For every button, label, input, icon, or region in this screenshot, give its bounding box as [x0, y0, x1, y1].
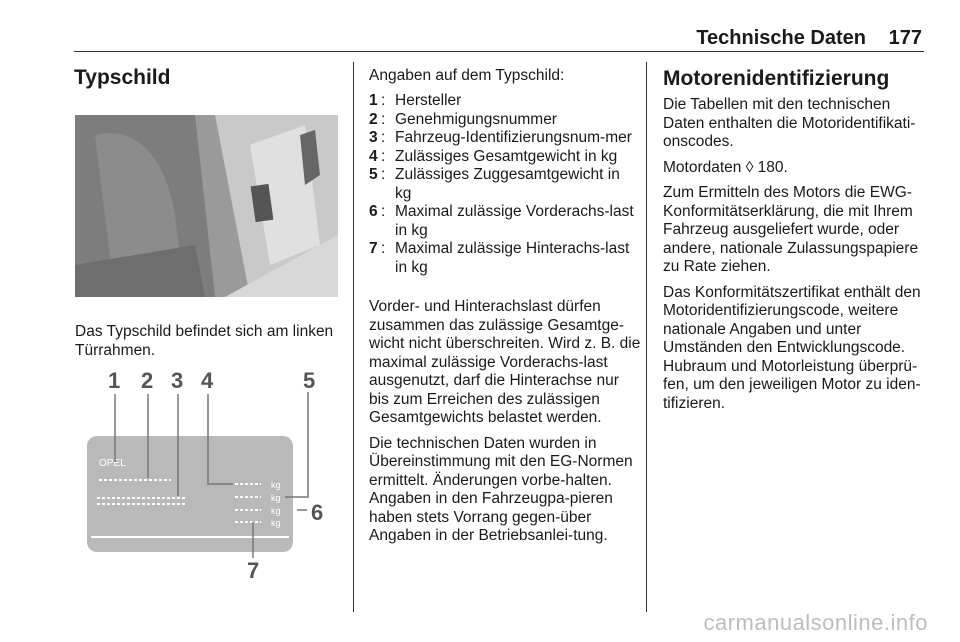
- header-divider: [74, 51, 924, 52]
- legend-item: 7 : Maximal zulässige Hinterachs-last in kg: [369, 240, 630, 276]
- legend-item: 1 : Hersteller: [369, 92, 462, 109]
- type-plate-figure: [75, 362, 338, 582]
- plate-unit-label: kg: [271, 506, 281, 516]
- legend-intro: Angaben auf dem Typschild:: [369, 67, 565, 84]
- typschild-caption: Das Typschild befindet sich am linken Türrahmen.: [75, 323, 334, 359]
- typschild-heading: Typschild: [74, 66, 171, 89]
- paragraph: Das Konformitätszertifikat enthält den Motoridentifizierungscode, weitere nationale Angaben und unter Umständen den Entwicklungscode. Hubraum und Motorleistung überprü-fen, um den jeweiligen Motor zu iden-tifizieren.: [663, 283, 921, 412]
- legend-item: 6 : Maximal zulässige Vorderachs-last in kg: [369, 203, 634, 239]
- callout-6: 6: [311, 500, 324, 525]
- callout-2: 2: [141, 368, 154, 393]
- type-plate-diagram: [75, 362, 338, 582]
- plate-unit-label: kg: [271, 480, 281, 490]
- door-frame-photo: [75, 115, 338, 297]
- paragraph: Die technischen Daten wurden in Übereinstimmung mit den EG-Normen ermittelt. Änderungen vorbe-halten. Angaben in den Fahrzeugpa-pieren haben stets Vorrang gegen-über Angaben in der Betriebsanlei-tung.: [369, 434, 633, 544]
- page-number: 177: [888, 27, 922, 49]
- column-divider-left: [353, 62, 354, 612]
- callout-7: 7: [247, 558, 260, 582]
- legend-item: 2 : Genehmigungsnummer: [369, 110, 557, 128]
- legend-item: 3 : Fahrzeug-Identifizierungsnum-mer: [369, 129, 632, 146]
- plate-unit-label: kg: [271, 493, 281, 503]
- paragraph: Zum Ermitteln des Motors die EWG-Konformitätserklärung, die mit Ihrem Fahrzeug ausgeliefert wurde, oder andere, nationale Zulassungspapiere zu Rate ziehen.: [663, 184, 919, 275]
- paragraph: Die Tabellen mit den technischen Daten enthalten die Motoridentifikati-onscodes.: [663, 96, 916, 150]
- callout-5: 5: [303, 368, 316, 393]
- type-plate-legend: [369, 92, 639, 277]
- legend-item: 4 : Zulässiges Gesamtgewicht in kg: [369, 147, 618, 165]
- plate-unit-label: kg: [271, 518, 281, 528]
- callout-3: 3: [171, 368, 184, 393]
- callout-1: 1: [108, 368, 121, 393]
- legend-item: 5 : Zulässiges Zuggesamtgewicht in kg: [369, 166, 620, 202]
- watermark: carmanualsonline.info: [703, 610, 928, 635]
- type-plate-body: [87, 436, 293, 552]
- engine-id-heading: Motorenidentifizierung: [663, 67, 890, 90]
- callout-4: 4: [201, 368, 214, 393]
- axle-load-text: [369, 298, 641, 553]
- engine-id-text: [663, 96, 929, 420]
- plate-brand: OPEL: [99, 458, 126, 469]
- paragraph: Vorder- und Hinterachslast dürfen zusammen das zulässige Gesamtge-wicht nicht überschreiten. Wird z. B. die maximal zulässige Vorderachs-last ausgenutzt, darf die Hinterachse nur bis zum Erreichen des zulässigen Gesamtgewichts belastet werden.: [369, 298, 641, 426]
- header-title: Technische Daten: [696, 27, 866, 49]
- paragraph: Motordaten ◊ 180.: [663, 158, 788, 176]
- column-divider-right: [646, 62, 647, 612]
- door-frame-illustration: [75, 115, 338, 297]
